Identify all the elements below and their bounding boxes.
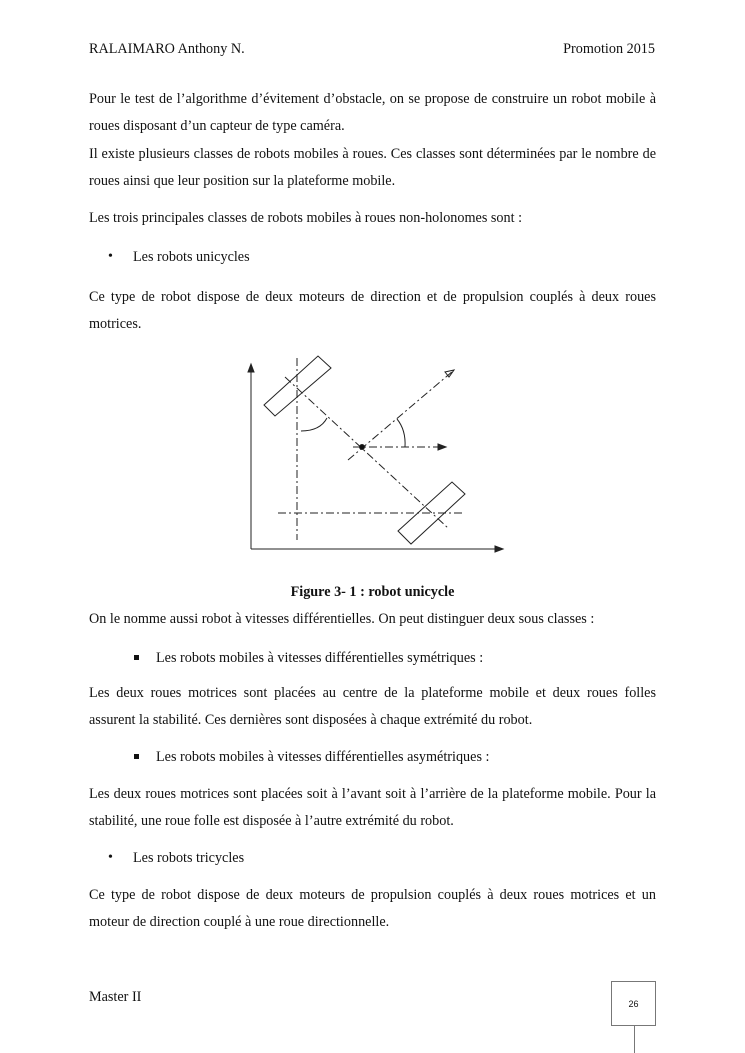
angle-arc [301,418,327,431]
bullet-item [156,748,489,766]
page-number-box [611,981,656,1026]
header-author: RALAIMARO Anthony N. [89,41,245,57]
bullet-item [156,649,483,667]
paragraph: Les trois principales classes de robots mobiles à roues non-holonomes sont : [89,210,523,226]
bullet-item [108,849,245,867]
bullet-item [108,248,250,266]
axes [248,364,503,552]
paragraph: Les deux roues motrices sont placées soit à l’avant soit à l’arrière de la plateforme mobile. Pour la stabilité, une roue folle est disposée à l’autre extrémité du robot. [89,786,656,829]
bullet-text: Les robots tricycles [133,850,245,866]
paragraph: Pour le test de l’algorithme d’évitement d’obstacle, on se propose de construire un robot mobile à roues disposant d’un capteur de type caméra. [89,91,656,134]
robot-unicycle-figure [235,345,515,560]
page-number-line [634,1025,635,1053]
paragraph: Il existe plusieurs classes de robots mobiles à roues. Ces classes sont déterminées par le nombre de roues ainsi que leur position sur la plateforme mobile. [89,146,656,189]
square-bullet-icon [134,754,139,759]
footer-label: Master II [89,989,142,1005]
bullet-dot-icon: • [108,850,113,865]
paragraph: Ce type de robot dispose de deux moteurs de propulsion couplés à deux roues motrices et un moteur de direction couplé à une roue directionnelle. [89,887,656,930]
bullet-text: Les robots mobiles à vitesses différentielles asymétriques : [156,749,490,765]
robot-center-point [360,445,365,450]
figure-caption: Figure 3- 1 : robot unicycle [290,584,455,600]
bullet-text: Les robots mobiles à vitesses différentielles symétriques : [156,650,484,666]
bullet-dot-icon: • [108,249,113,264]
header-promotion: Promotion 2015 [563,41,655,57]
angle-arc [397,419,405,447]
bullet-text: Les robots unicycles [133,249,250,265]
paragraph: Les deux roues motrices sont placées au centre de la plateforme mobile et deux roues folles assurent la stabilité. Ces dernières sont disposées à chaque extrémité du robot. [89,685,656,728]
construction-lines [278,358,464,540]
paragraph: On le nomme aussi robot à vitesses différentielles. On peut distinguer deux sous classes : [89,611,595,627]
page-number: 26 [628,998,639,1009]
square-bullet-icon [134,655,139,660]
paragraph: Ce type de robot dispose de deux moteurs de direction et de propulsion couplés à deux roues motrices. [89,289,656,332]
